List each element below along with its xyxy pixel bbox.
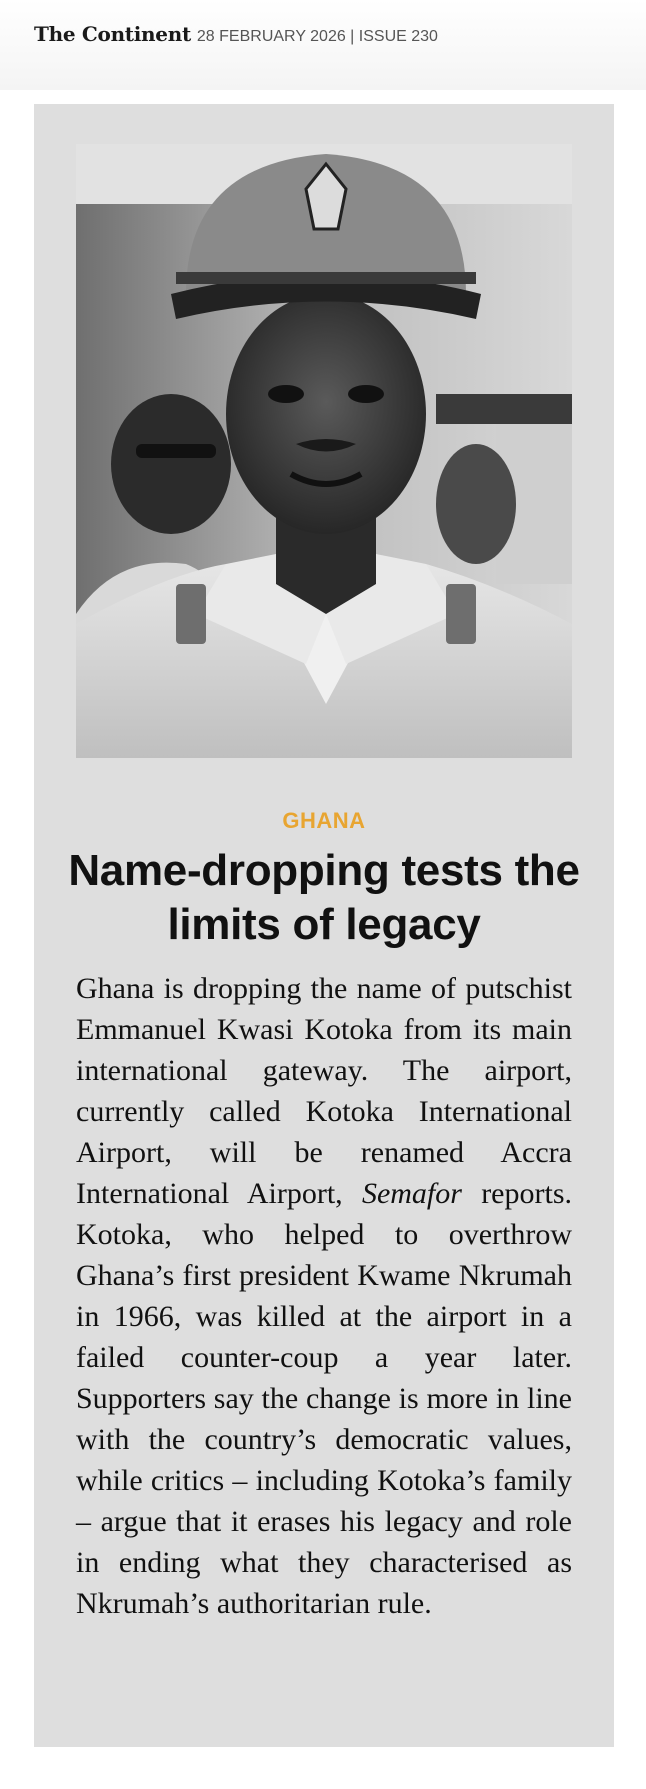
publication-name: The Continent: [34, 22, 191, 46]
article-body-part-1: Ghana is dropping the name of putschist Emmanuel Kwasi Kotoka from its main international gateway. The airport, currently called Kotoka International Airport, will be renamed Accra International Airport,: [76, 972, 572, 1210]
section-kicker: GHANA: [282, 808, 366, 833]
issue-date-and-number: 28 FEBRUARY 2026 | ISSUE 230: [196, 28, 438, 45]
article-body-part-2: reports. Kotoka, who helped to overthrow Ghana’s first president Kwame Nkrumah in 1966, was killed at the airport in a failed counter-coup a year later. Supporters say the change is more in line with the country’s democratic values, while critics – including Kotoka’s family – argue that it erases his legacy and role in ending what they characterised as Nkrumah’s authoritarian rule.: [76, 1177, 572, 1620]
portrait-photo-illustration: [76, 144, 572, 758]
portrait-photo: [76, 144, 572, 758]
article-headline: Name-dropping tests the limits of legacy: [68, 846, 580, 949]
article-body: [76, 968, 572, 1624]
article-body-source: Semafor: [361, 1177, 462, 1210]
masthead: [0, 0, 646, 90]
article-card: [34, 104, 614, 1747]
masthead-line: [34, 22, 438, 46]
